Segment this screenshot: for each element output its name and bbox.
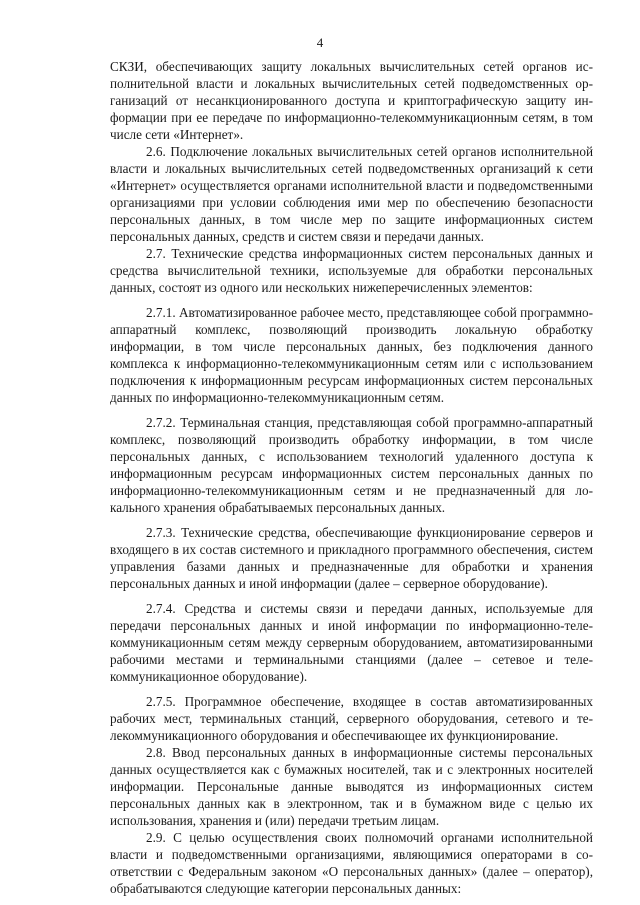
document-body xyxy=(110,58,593,897)
paragraph-2-7: 2.7. Технические средства информационных систем персональных данных и средства вычислительной техники, используемые для обработки персональных данных, состоят из одного или нескольких нижеперечисленных элементов: xyxy=(110,246,593,295)
paragraph-2-7-4: 2.7.4. Средства и системы связи и передачи данных, используемые для передачи персональных данных и иной информации по информационно-телекоммуникационным сетям между серверным оборудованием, автоматизированными рабочими местами и терминальными станциями (далее – сетевое и телекоммуникационное оборудование). xyxy=(110,601,593,684)
paragraph-2-7-2: 2.7.2. Терминальная станция, представляющая собой программно-аппаратный комплекс, позволяющий производить обработку информации, в том числе персональных данных, с использованием технологий удаленного доступа к информационным ресурсам информационных систем персональных данных по информационно-телекоммуникационным сетям и не предназначенный для локального хранения обрабатываемых персональных данных. xyxy=(110,415,593,515)
paragraph-2-7-1: 2.7.1. Автоматизированное рабочее место, представляющее собой программно-аппаратный комплекс, позволяющий производить локальную обработку информации, в том числе персональных данных, без подключения данного комплекса к информационно-телекоммуникационным сетям или с использованием подключения к информационным ресурсам информационных систем персональных данных по информационно-телекоммуникационным сетям. xyxy=(110,305,593,405)
paragraph-2-7-5: 2.7.5. Программное обеспечение, входящее в состав автоматизированных рабочих мест, терминальных станций, серверного оборудования, сетевого и телекоммуникационного оборудования и обеспечивающее их функционирование. xyxy=(110,694,593,743)
paragraph-2-6: 2.6. Подключение локальных вычислительных сетей органов исполнительной власти и локальных вычислительных сетей подведомственных организаций к сети «Интернет» осуществляется органами исполнительной власти и подведомственными организациями при условии соблюдения ими мер по обеспечению безопасности персональных данных, в том числе мер по защите информационных систем персональных данных, средств и систем связи и передачи данных. xyxy=(110,144,593,244)
page-number: 4 xyxy=(316,35,324,50)
paragraph-2-7-3: 2.7.3. Технические средства, обеспечивающие функционирование серверов и входящего в их состав системного и прикладного программного обеспечения, систем управления базами данных и предназначенные для обработки и хранения персональных данных и иной информации (далее – серверное оборудование). xyxy=(110,525,593,591)
paragraph-continuation: СКЗИ, обеспечивающих защиту локальных вычислительных сетей органов исполнительной власти и локальных вычислительных сетей подведомственных организаций от несанкционированного доступа и криптографическую защиту информации при ее передаче по информационно-телекоммуникационным сетям, в том числе сети «Интернет». xyxy=(110,59,593,142)
paragraph-2-9: 2.9. С целью осуществления своих полномочий органами исполнительной власти и подведомственными организациями, являющимися операторами в соответствии с Федеральным законом «О персональных данных» (далее – оператор), обрабатываются следующие категории персональных данных: xyxy=(110,830,593,896)
paragraph-2-8: 2.8. Ввод персональных данных в информационные системы персональных данных осуществляется как с бумажных носителей, так и с электронных носителей информации. Персональные данные выводятся из информационных систем персональных данных как в электронном, так и в бумажном виде с целью их использования, хранения и (или) передачи третьим лицам. xyxy=(110,745,593,828)
